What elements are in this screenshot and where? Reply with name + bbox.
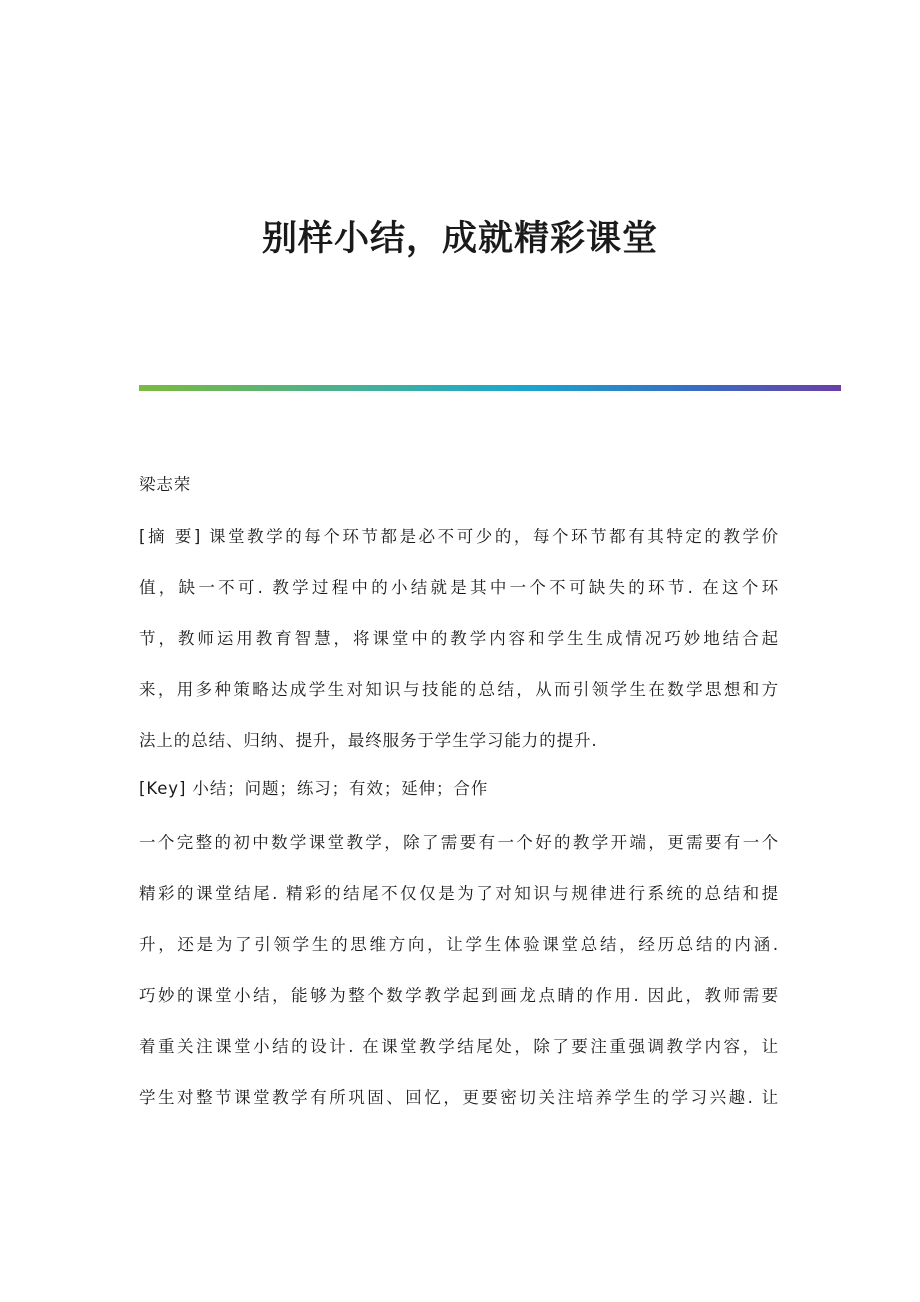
abstract-line: 节，教师运用教育智慧，将课堂中的教学内容和学生生成情况巧妙地结合起 (139, 629, 779, 648)
abstract-line: [摘 要] 课堂教学的每个环节都是必不可少的，每个环节都有其特定的教学价 (139, 527, 779, 546)
title-divider (139, 385, 841, 391)
body-line: 巧妙的课堂小结，能够为整个数学教学起到画龙点睛的作用. 因此，教师需要 (139, 986, 779, 1005)
author-line: 梁志荣 (139, 475, 192, 494)
body-line: 一个完整的初中数学课堂教学，除了需要有一个好的教学开端，更需要有一个 (139, 833, 779, 852)
body-line: 精彩的课堂结尾. 精彩的结尾不仅仅是为了对知识与规律进行系统的总结和提 (139, 884, 779, 903)
body-line: 着重关注课堂小结的设计. 在课堂教学结尾处，除了要注重强调教学内容，让 (139, 1037, 779, 1056)
abstract-line: 来，用多种策略达成学生对知识与技能的总结，从而引领学生在数学思想和方 (139, 680, 779, 699)
abstract-line: 法上的总结、归纳、提升，最终服务于学生学习能力的提升. (139, 731, 598, 750)
body-line: 学生对整节课堂教学有所巩固、回忆，更要密切关注培养学生的学习兴趣. 让 (139, 1088, 779, 1107)
body-line: 升，还是为了引领学生的思维方向，让学生体验课堂总结，经历总结的内涵. (139, 935, 779, 954)
abstract-line: 值，缺一不可. 教学过程中的小结就是其中一个不可缺失的环节. 在这个环 (139, 578, 779, 597)
body-paragraph (139, 817, 779, 1123)
keywords-line: [Key] 小结；问题；练习；有效；延伸；合作 (139, 779, 489, 798)
abstract-paragraph (139, 511, 779, 766)
document-title: 别样小结，成就精彩课堂 (261, 218, 658, 259)
keywords-paragraph (139, 763, 779, 814)
author-name (139, 459, 779, 510)
